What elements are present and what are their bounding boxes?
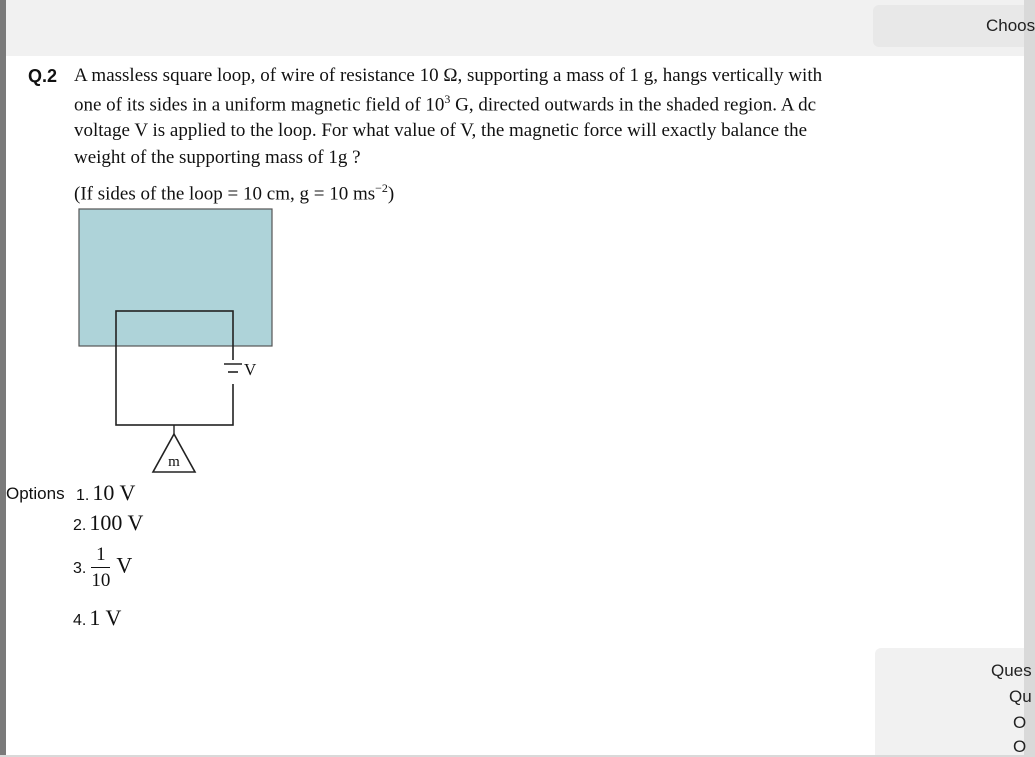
- side-question-panel[interactable]: [875, 648, 1032, 756]
- side-panel-line-1: Ques: [991, 661, 1032, 680]
- field-exponent: 3: [444, 92, 451, 106]
- option-3-fraction: $\frac{1}{10}$: [91, 544, 111, 591]
- choose-button[interactable]: [873, 5, 1035, 47]
- side-panel-line-4: O: [1013, 737, 1027, 756]
- magnetic-field-region: [79, 209, 272, 346]
- option-1[interactable]: 1. 10 V: [76, 480, 136, 505]
- option-3[interactable]: 3. $\frac{1}{10}$ V: [73, 544, 133, 591]
- options-label: Options: [6, 484, 65, 503]
- side-panel-line-3: O: [1013, 713, 1027, 732]
- question-line-2: one of its sides in a uniform magnetic field of $10^3$ G, directed outwards in the shaded region. A dc: [74, 92, 817, 116]
- question-line-1: A massless square loop, of wire of resistance 10 Ω, supporting a mass of 1 g, hangs vertically with: [74, 65, 823, 86]
- mass-label: m: [168, 454, 180, 470]
- g-exponent: −2: [375, 181, 388, 195]
- question-page: [6, 0, 1035, 756]
- question-line-5: (If sides of the loop = 10 cm, g = 10 $ms^{-2}$): [74, 181, 395, 205]
- question-line-3: voltage V is applied to the loop. For what value of V, the magnetic force will exactly balance the: [74, 120, 808, 141]
- choose-label: Choos: [986, 16, 1035, 35]
- top-bar: [6, 0, 1024, 56]
- voltage-label: V: [244, 360, 257, 379]
- option-4[interactable]: 4. 1 V: [73, 605, 122, 630]
- question-line-4: weight of the supporting mass of 1g ?: [74, 147, 361, 168]
- option-2[interactable]: 2. 100 V: [73, 510, 144, 535]
- question-number: Q.2: [28, 66, 58, 86]
- loop-diagram: [76, 205, 276, 477]
- side-panel-line-2: Qu: [1009, 687, 1032, 706]
